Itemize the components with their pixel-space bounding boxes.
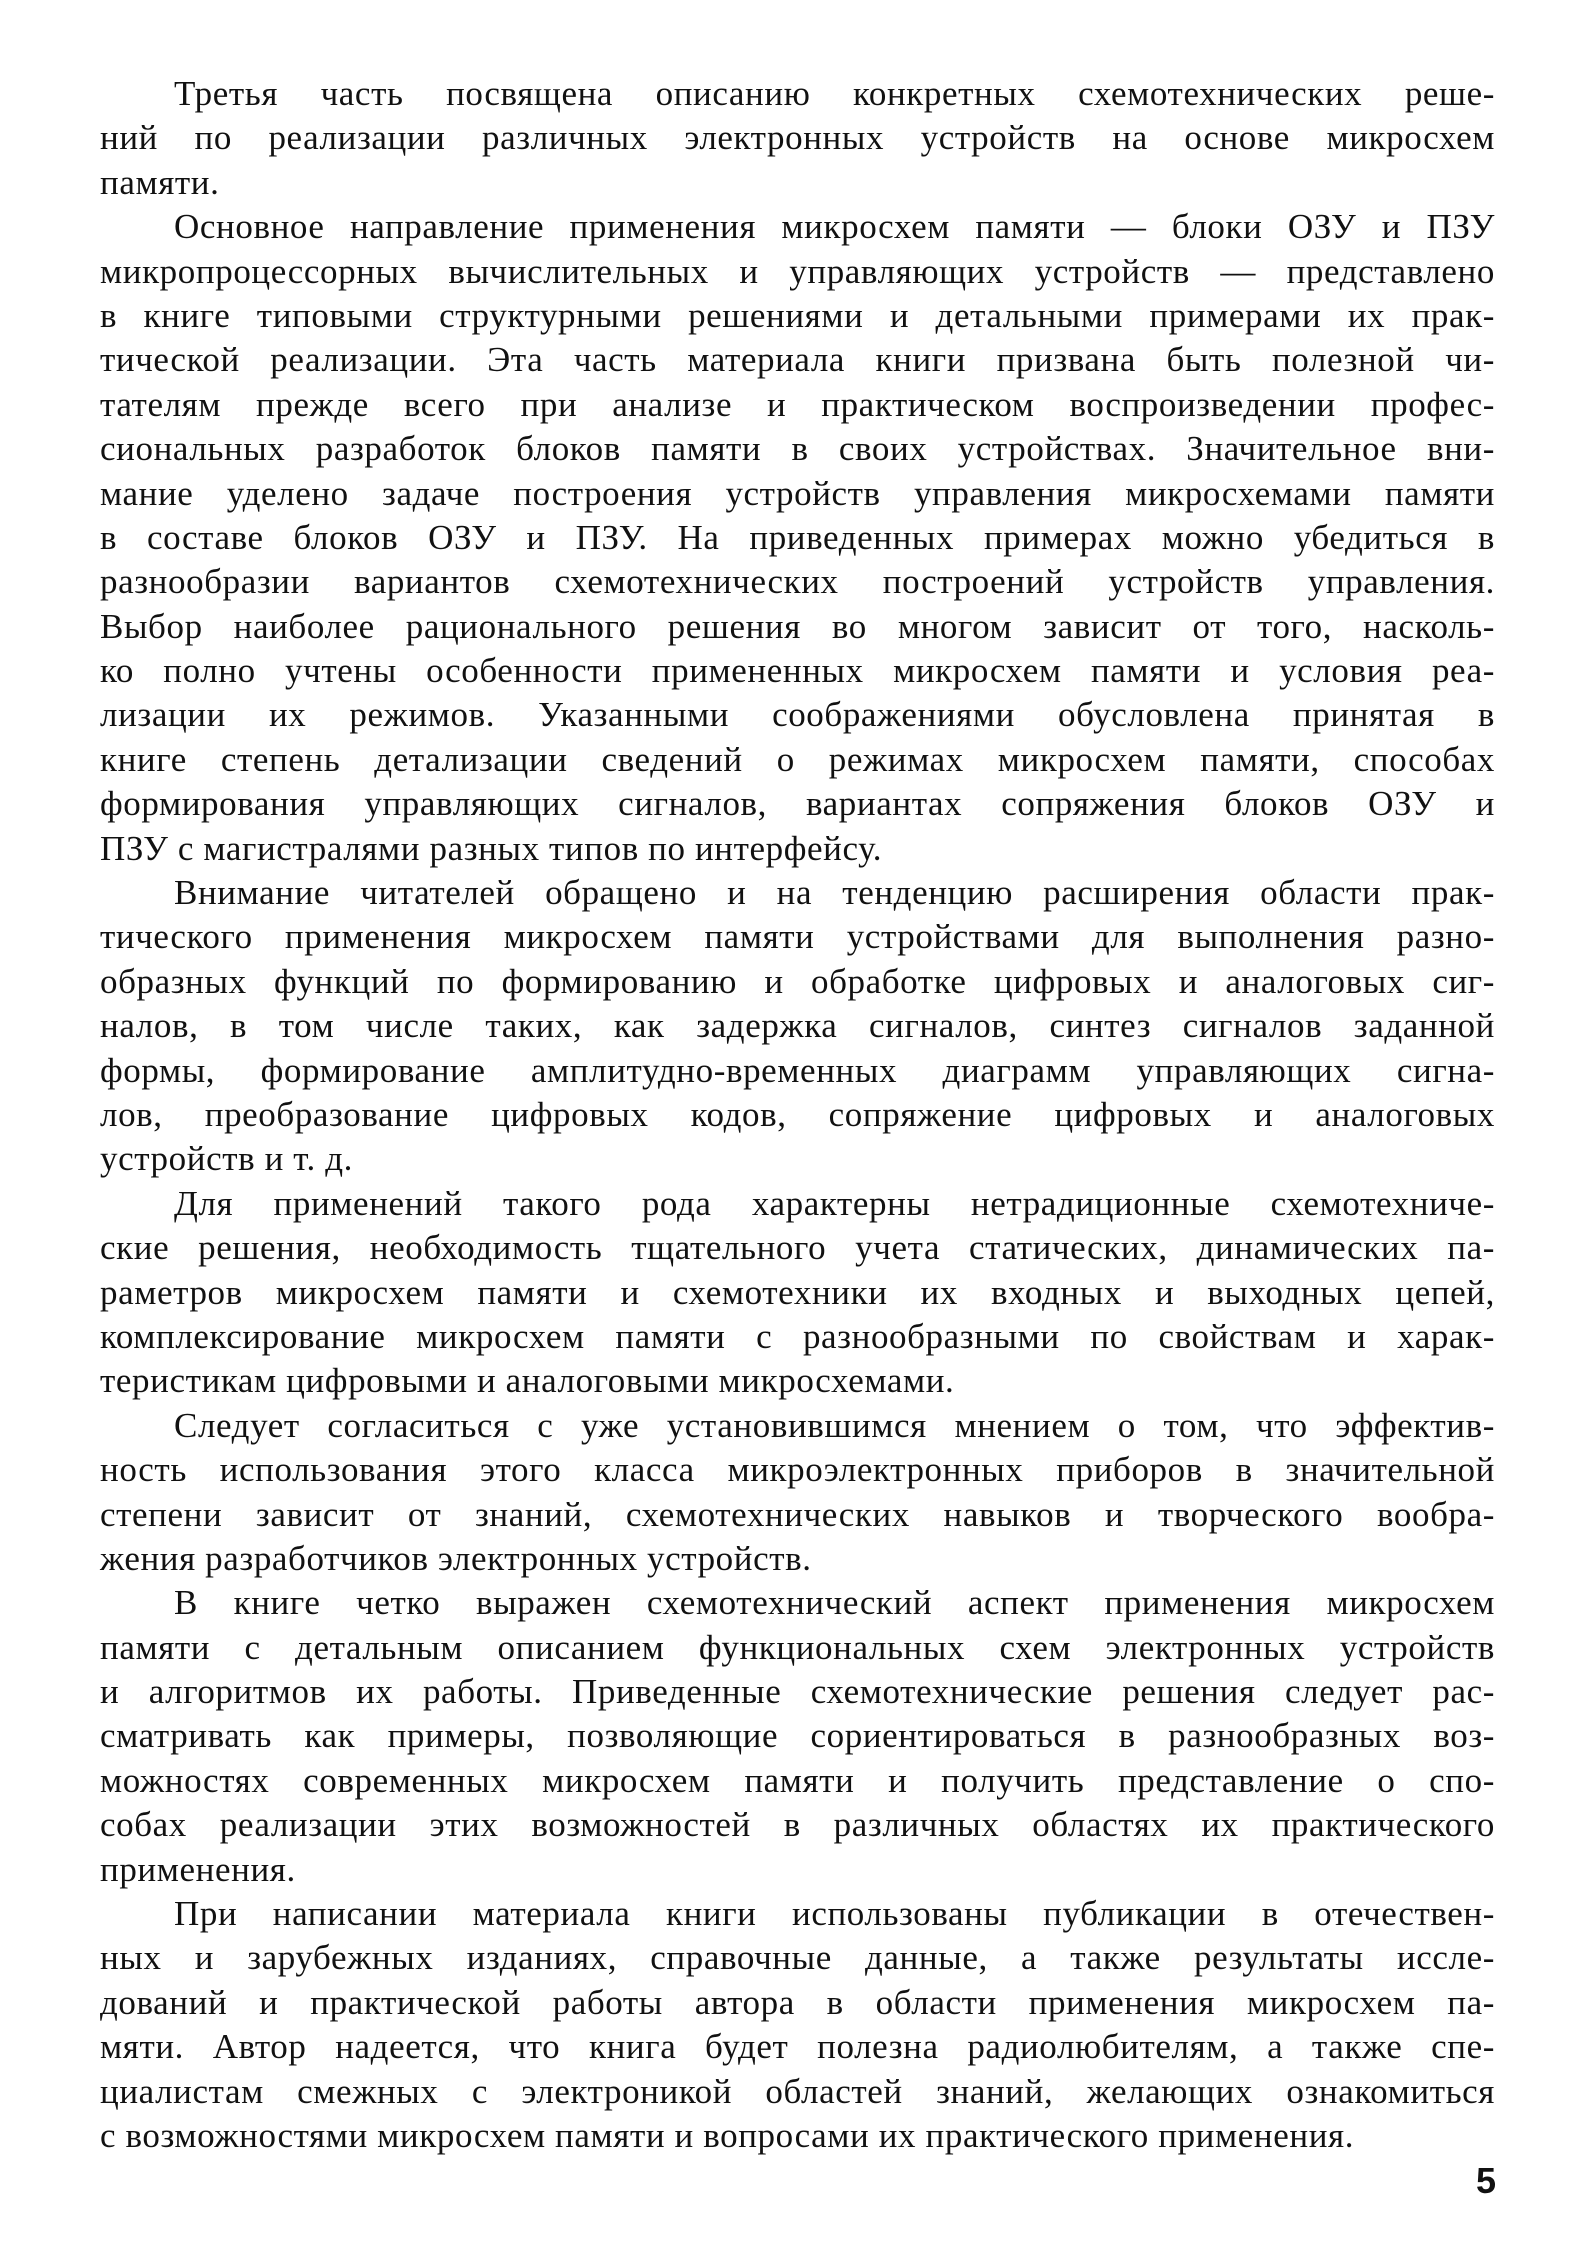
text-line: налов, в том числе таких, как задержка сигналов, синтез сигналов заданной	[100, 1006, 1495, 1046]
text-line: дований и практической работы автора в области применения микросхем па-	[100, 1982, 1495, 2022]
text-line: теристикам цифровыми и аналоговыми микросхемами.	[100, 1361, 955, 1401]
text-line: в книге типовыми структурными решениями и детальными примерами их прак-	[100, 295, 1495, 335]
text-line: с возможностями микросхем памяти и вопросами их практического применения.	[100, 2115, 1355, 2155]
text-line: памяти.	[100, 162, 220, 202]
text-line: ний по реализации различных электронных устройств на основе микросхем	[100, 118, 1495, 158]
text-line: в составе блоков ОЗУ и ПЗУ. На приведенных примерах можно убедиться в	[100, 517, 1495, 557]
text-line: сиональных разработок блоков памяти в своих устройствах. Значительное вни-	[100, 429, 1495, 469]
text-line: памяти с детальным описанием функциональных схем электронных устройств	[100, 1627, 1495, 1667]
text-line: Следует согласиться с уже установившимся мнением о том, что эффектив-	[174, 1405, 1495, 1445]
paragraph	[100, 1404, 1495, 1582]
text-line: лизации их режимов. Указанными соображениями обусловлена принятая в	[100, 695, 1495, 735]
text-line: В книге четко выражен схемотехнический аспект применения микросхем	[174, 1583, 1495, 1623]
text-line: степени зависит от знаний, схемотехнических навыков и творческого вообра-	[100, 1494, 1495, 1534]
text-line: лов, преобразование цифровых кодов, сопряжение цифровых и аналоговых	[100, 1094, 1495, 1134]
text-line: ские решения, необходимость тщательного учета статических, динамических па-	[100, 1228, 1495, 1268]
text-line: формы, формирование амплитудно-временных диаграмм управляющих сигна-	[100, 1050, 1495, 1090]
text-line: тателям прежде всего при анализе и практическом воспроизведении профес-	[100, 384, 1495, 424]
paragraph	[100, 72, 1495, 205]
text-line: сматривать как примеры, позволяющие сориентироваться в разнообразных воз-	[100, 1716, 1495, 1756]
text-line: ных и зарубежных изданиях, справочные данные, а также результаты иссле-	[100, 1938, 1495, 1978]
text-line: разнообразии вариантов схемотехнических построений устройств управления.	[100, 562, 1495, 602]
text-line: жения разработчиков электронных устройств.	[100, 1538, 812, 1578]
text-line: можностях современных микросхем памяти и получить представление о спо-	[100, 1760, 1495, 1800]
text-line: и алгоритмов их работы. Приведенные схемотехнические решения следует рас-	[100, 1672, 1495, 1712]
paragraph	[100, 1182, 1495, 1404]
text-line: микропроцессорных вычислительных и управляющих устройств — представлено	[100, 251, 1495, 291]
text-line: тического применения микросхем памяти устройствами для выполнения разно-	[100, 917, 1495, 957]
text-line: собах реализации этих возможностей в различных областях их практического	[100, 1805, 1495, 1845]
body-text	[100, 72, 1495, 2158]
text-line: Основное направление применения микросхем памяти — блоки ОЗУ и ПЗУ	[174, 207, 1495, 247]
text-line: мание уделено задаче построения устройств управления микросхемами памяти	[100, 473, 1495, 513]
text-line: ко полно учтены особенности примененных микросхем памяти и условия реа-	[100, 651, 1495, 691]
text-line: тической реализации. Эта часть материала книги призвана быть полезной чи-	[100, 340, 1495, 380]
text-line: книге степень детализации сведений о режимах микросхем памяти, способах	[100, 739, 1495, 779]
text-line: Третья часть посвящена описанию конкретных схемотехнических реше-	[174, 74, 1495, 113]
text-line: устройств и т. д.	[100, 1139, 353, 1179]
text-line: ПЗУ с магистралями разных типов по интерфейсу.	[100, 828, 883, 868]
text-line: мяти. Автор надеется, что книга будет полезна радиолюбителям, а также спе-	[100, 2027, 1495, 2067]
text-line: Выбор наиболее рационального решения во многом зависит от того, насколь-	[100, 606, 1495, 646]
text-line: Внимание читателей обращено и на тенденцию расширения области прак-	[174, 873, 1495, 913]
paragraph	[100, 205, 1495, 871]
paragraph	[100, 1892, 1495, 2158]
text-line: раметров микросхем памяти и схемотехники их входных и выходных цепей,	[100, 1272, 1495, 1312]
text-line: ность использования этого класса микроэлектронных приборов в значительной	[100, 1450, 1495, 1490]
text-line: Для применений такого рода характерны нетрадиционные схемотехниче-	[174, 1183, 1495, 1223]
text-line: применения.	[100, 1849, 296, 1889]
paragraph	[100, 1581, 1495, 1892]
text-line: циалистам смежных с электроникой областей знаний, желающих ознакомиться	[100, 2071, 1495, 2111]
text-line: образных функций по формированию и обработке цифровых и аналоговых сиг-	[100, 961, 1495, 1001]
text-line: формирования управляющих сигналов, вариантах сопряжения блоков ОЗУ и	[100, 784, 1495, 824]
text-line: комплексирование микросхем памяти с разнообразными по свойствам и харак-	[100, 1316, 1495, 1356]
paragraph	[100, 871, 1495, 1182]
text-line: При написании материала книги использованы публикации в отечествен-	[174, 1894, 1495, 1934]
page-number: 5	[1475, 2160, 1496, 2201]
